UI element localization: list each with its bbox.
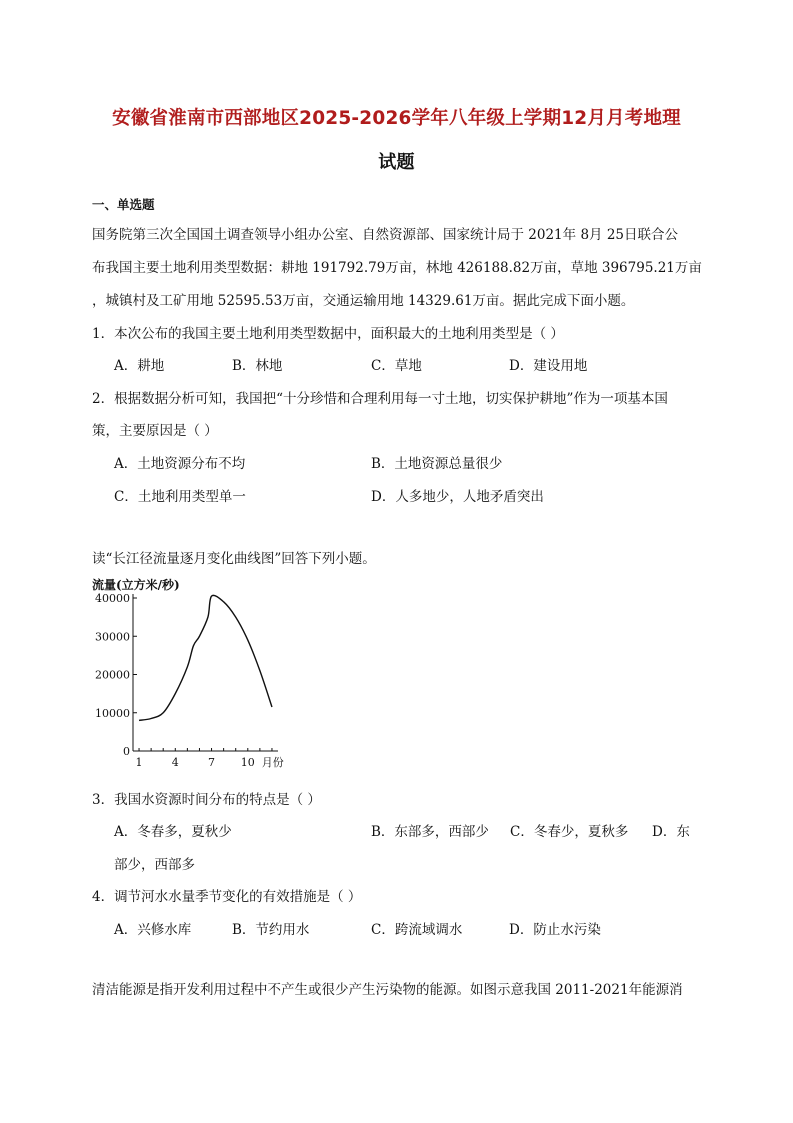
yangtze-flow-chart [88, 572, 298, 778]
question-2-option-a[interactable]: A．土地资源分布不均 [114, 456, 246, 472]
chart-flow-line [139, 595, 272, 720]
question-1-option-d[interactable]: D．建设用地 [509, 358, 588, 374]
chart-y-axis-label: 流量(立方米/秒) [92, 578, 180, 592]
section-heading: 一、单选题 [92, 197, 155, 212]
page-title-continued: 试题 [378, 152, 415, 173]
question-3-option-d-continued: 部少，西部多 [114, 857, 195, 873]
chart-x-tick-label: 7 [208, 756, 216, 769]
question-2-stem-line-2: 策，主要原因是（ ） [92, 423, 218, 439]
question-2-option-c[interactable]: C．土地利用类型单一 [114, 489, 246, 505]
chart-x-tick-label: 1 [135, 756, 143, 769]
chart-y-tick-label: 20000 [95, 668, 130, 682]
passage-1-line-1: 国务院第三次全国国土调查领导小组办公室、自然资源部、国家统计局于 2021年 8月 25日联合公 [92, 227, 678, 243]
question-1-option-b[interactable]: B．林地 [232, 358, 283, 374]
chart-y-tick-label: 10000 [95, 706, 130, 720]
question-1-option-c[interactable]: C．草地 [371, 358, 422, 374]
question-1-option-a[interactable]: A．耕地 [114, 358, 165, 374]
question-1-stem: 1．本次公布的我国主要土地利用类型数据中，面积最大的土地利用类型是（ ） [92, 326, 564, 342]
question-3-option-b[interactable]: B．东部多，西部少 [371, 824, 489, 840]
question-2-option-d[interactable]: D．人多地少，人地矛盾突出 [371, 489, 544, 505]
question-4-option-d[interactable]: D．防止水污染 [509, 922, 601, 938]
passage-3: 清洁能源是指开发利用过程中不产生或很少产生污染物的能源。如图示意我国 2011-2021年能源消 [92, 982, 683, 998]
question-4-option-c[interactable]: C．跨流域调水 [371, 922, 463, 938]
chart-x-tick-label: 4 [171, 756, 179, 769]
question-3-option-c[interactable]: C．冬春少，夏秋多 [510, 824, 629, 840]
question-3-option-d[interactable]: D．东 [652, 824, 690, 840]
passage-2: 读“长江径流量逐月变化曲线图”回答下列小题。 [92, 551, 376, 567]
chart-y-tick-label: 0 [123, 745, 130, 758]
chart-x-axis-label: 月份 [261, 756, 284, 769]
passage-1-line-2: 布我国主要土地利用类型数据：耕地 191792.79万亩，林地 426188.82万亩，草地 396795.21万亩 [92, 260, 702, 276]
chart-x-tick-label: 10 [240, 756, 255, 769]
question-3-stem: 3．我国水资源时间分布的特点是（ ） [92, 792, 321, 808]
question-4-stem: 4．调节河水水量季节变化的有效措施是（ ） [92, 889, 362, 905]
question-2-stem-line-1: 2．根据数据分析可知，我国把“十分珍惜和合理利用每一寸土地，切实保护耕地”作为一项基本国 [92, 391, 668, 407]
question-4-option-a[interactable]: A．兴修水库 [114, 922, 192, 938]
chart-y-tick-label: 30000 [95, 630, 130, 644]
question-4-option-b[interactable]: B．节约用水 [232, 922, 310, 938]
question-3-option-a[interactable]: A．冬春多，夏秋少 [114, 824, 232, 840]
page-title: 安徽省淮南市西部地区2025-2026学年八年级上学期12月月考地理 [112, 108, 681, 129]
passage-1-line-3: ，城镇村及工矿用地 52595.53万亩，交通运输用地 14329.61万亩。据此完成下面小题。 [92, 293, 635, 309]
chart-y-tick-label: 40000 [95, 592, 130, 605]
question-2-option-b[interactable]: B．土地资源总量很少 [371, 456, 503, 472]
